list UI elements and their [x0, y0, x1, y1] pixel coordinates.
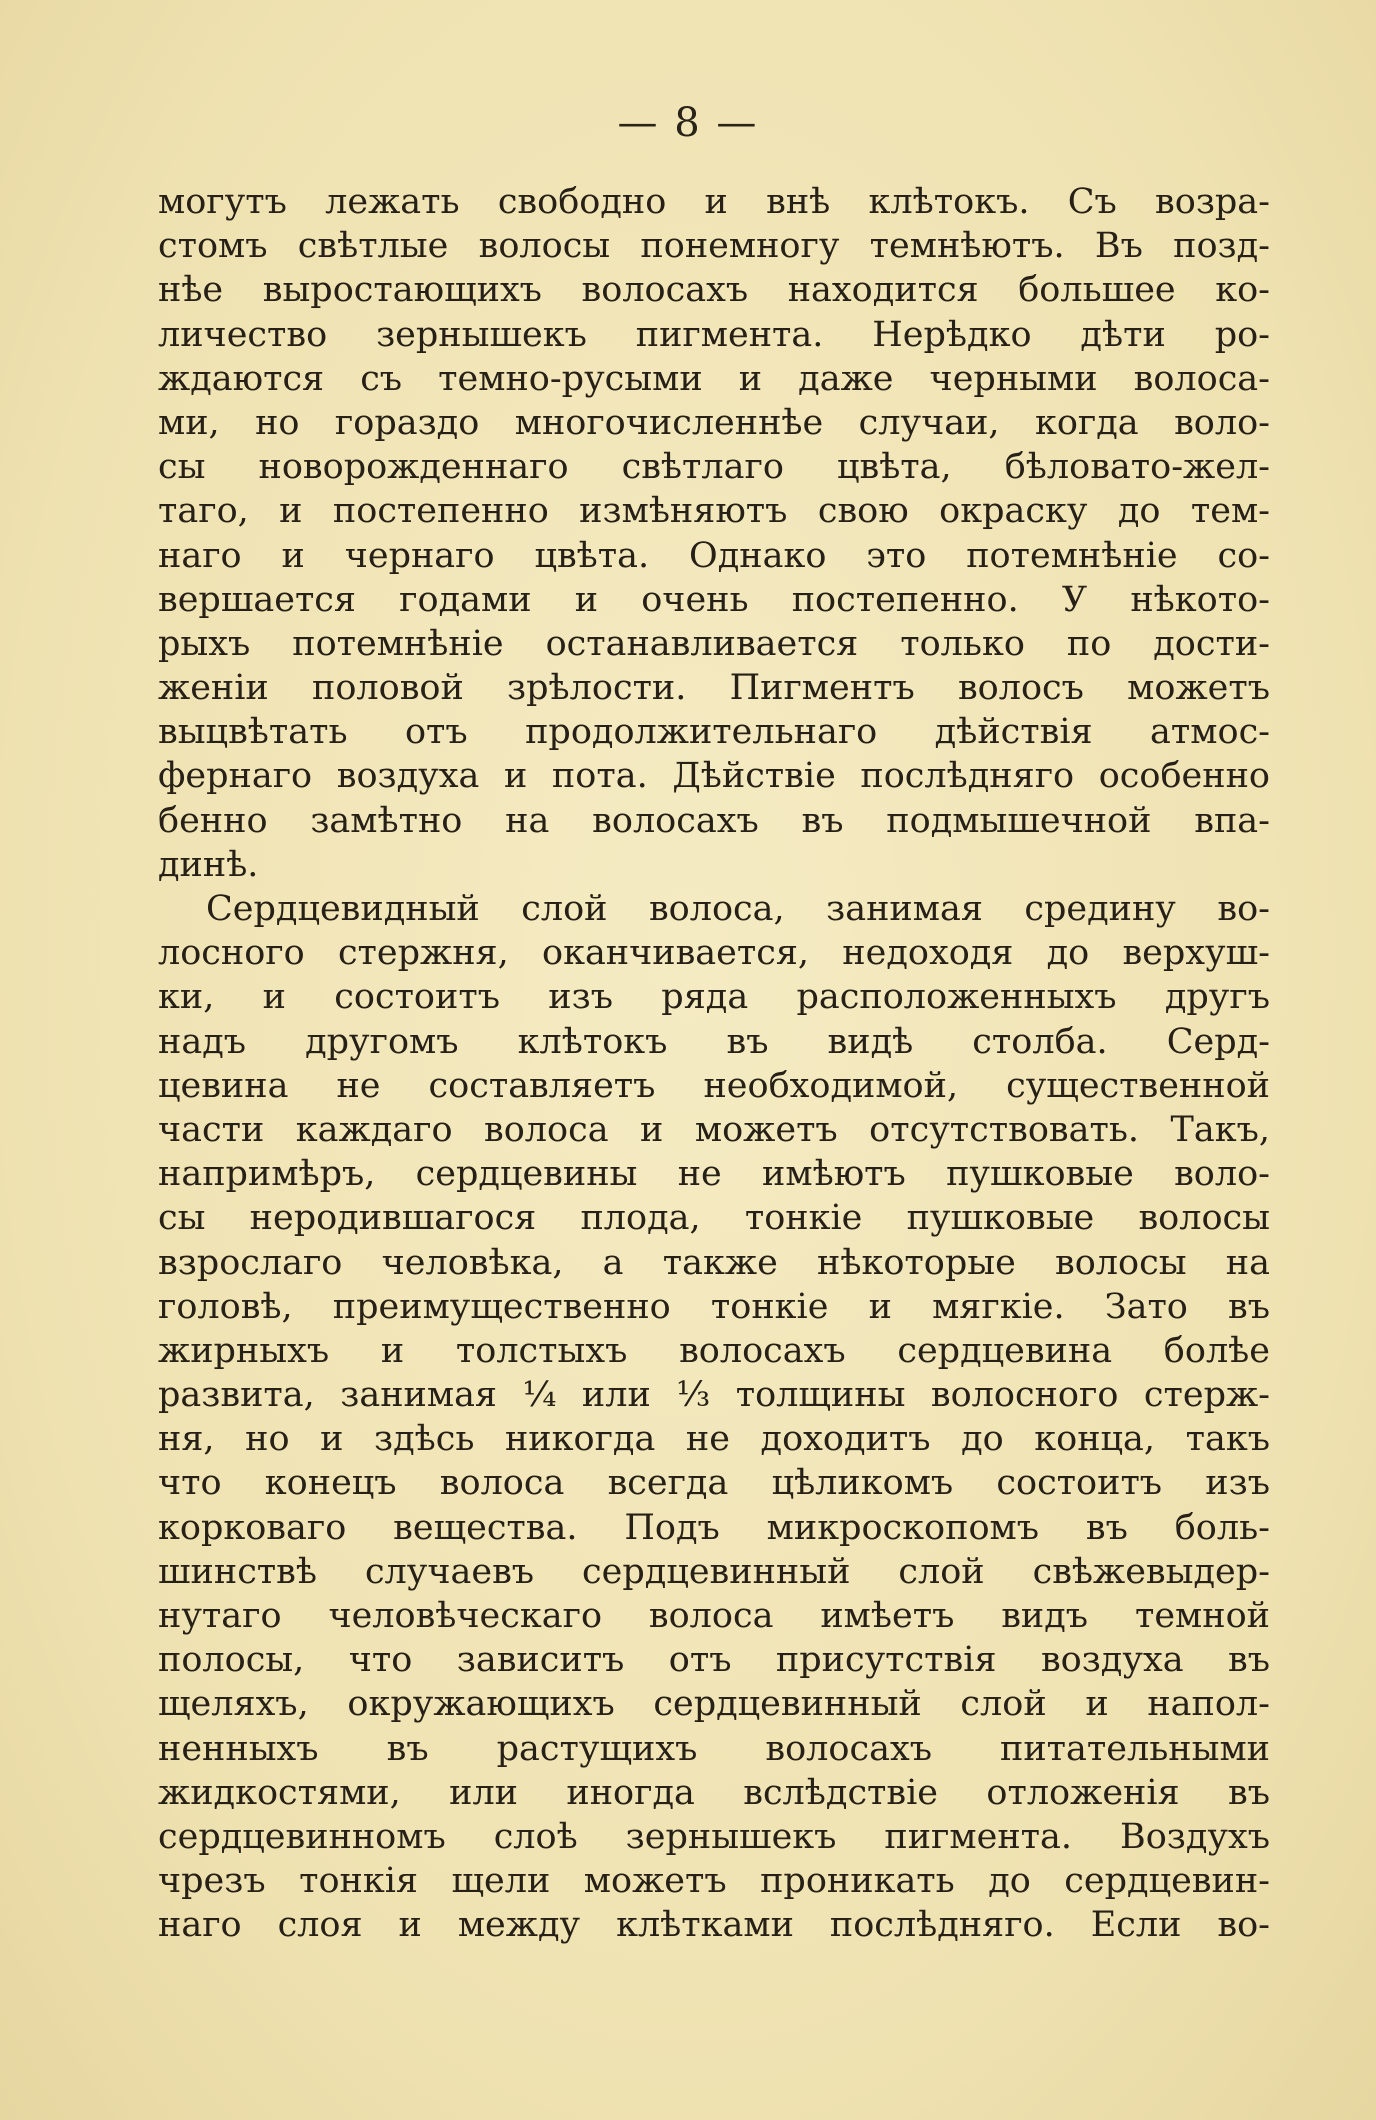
text-line: жирныхъ и толстыхъ волосахъ сердцевина болѣе [158, 1330, 1270, 1371]
text-line: полосы, что зависитъ отъ присутствія воздуха въ [158, 1640, 1270, 1681]
text-line: рыхъ потемнѣніе останавливается только по дости- [158, 623, 1270, 664]
text-line: Сердцевидный слой волоса, занимая средину во- [206, 889, 1270, 929]
text-line: чрезъ тонкія щели можетъ проникать до сердцевин- [158, 1861, 1270, 1902]
text-line: ми, но гораздо многочисленнѣе случаи, когда воло- [158, 402, 1270, 443]
text-line: ненныхъ въ растущихъ волосахъ питательными [158, 1728, 1270, 1769]
text-line: жидкостями, или иногда вслѣдствіе отложенія въ [158, 1772, 1270, 1813]
text-line: наго и чернаго цвѣта. Однако это потемнѣніе со- [158, 535, 1270, 576]
text-line: динѣ. [158, 844, 259, 885]
paragraph-2 [158, 887, 1270, 1948]
text-line: наго слоя и между клѣтками послѣдняго. Если во- [158, 1905, 1270, 1946]
text-line: ня, но и здѣсь никогда не доходитъ до конца, такъ [158, 1419, 1270, 1460]
text-line: надъ другомъ клѣтокъ въ видѣ столба. Серд- [158, 1021, 1270, 1062]
text-line: ки, и состоитъ изъ ряда расположенныхъ другъ [158, 977, 1270, 1018]
text-line: нутаго человѣческаго волоса имѣетъ видъ темной [158, 1596, 1270, 1636]
text-line: вершается годами и очень постепенно. У нѣкото- [158, 579, 1270, 620]
text-line: что конецъ волоса всегда цѣликомъ состоитъ изъ [158, 1463, 1270, 1504]
text-line: развита, занимая ¼ или ⅓ толщины волосного стерж- [158, 1375, 1270, 1416]
text-line: бенно замѣтно на волосахъ въ подмышечной впа- [158, 800, 1270, 841]
text-line: взрослаго человѣка, а также нѣкоторые волосы на [158, 1242, 1270, 1283]
text-line: сы новорожденнаго свѣтлаго цвѣта, бѣловато-жел- [158, 447, 1270, 488]
page-number: — 8 — [617, 100, 759, 146]
text-line: ждаются съ темно-русыми и даже черными волоса- [158, 358, 1270, 399]
text-line: нѣе выростающихъ волосахъ находится большее ко- [158, 270, 1270, 311]
body-text [158, 180, 1270, 1948]
text-line: стомъ свѣтлые волосы понемногу темнѣютъ. Въ позд- [158, 226, 1270, 267]
text-line: сы неродившагося плода, тонкіе пушковые волосы [158, 1198, 1270, 1239]
text-line: личество зернышекъ пигмента. Нерѣдко дѣти ро- [158, 314, 1270, 355]
text-line: лосного стержня, оканчивается, недоходя до верхуш- [158, 933, 1270, 974]
text-line: могутъ лежать свободно и внѣ клѣтокъ. Съ возра- [158, 182, 1270, 222]
text-line: фернаго воздуха и пота. Дѣйствіе послѣдняго особенно [158, 756, 1270, 797]
text-line: головѣ, преимущественно тонкіе и мягкіе. Зато въ [158, 1286, 1270, 1327]
text-line: сердцевинномъ слоѣ зернышекъ пигмента. Воздухъ [158, 1816, 1270, 1857]
text-line: части каждаго волоса и можетъ отсутствовать. Такъ, [158, 1109, 1270, 1150]
paragraph-1 [158, 180, 1270, 887]
text-line: напримѣръ, сердцевины не имѣютъ пушковые воло- [158, 1154, 1270, 1195]
text-line: цевина не составляетъ необходимой, существенной [158, 1065, 1270, 1106]
text-line: женіи половой зрѣлости. Пигментъ волосъ можетъ [158, 668, 1270, 709]
text-line: шинствѣ случаевъ сердцевинный слой свѣжевыдер- [158, 1551, 1270, 1592]
text-line: корковаго вещества. Подъ микроскопомъ въ боль- [158, 1507, 1270, 1548]
text-line: щеляхъ, окружающихъ сердцевинный слой и напол- [158, 1684, 1270, 1725]
text-line: таго, и постепенно измѣняютъ свою окраску до тем- [158, 491, 1270, 532]
text-line: выцвѣтать отъ продолжительнаго дѣйствія атмос- [158, 712, 1270, 753]
